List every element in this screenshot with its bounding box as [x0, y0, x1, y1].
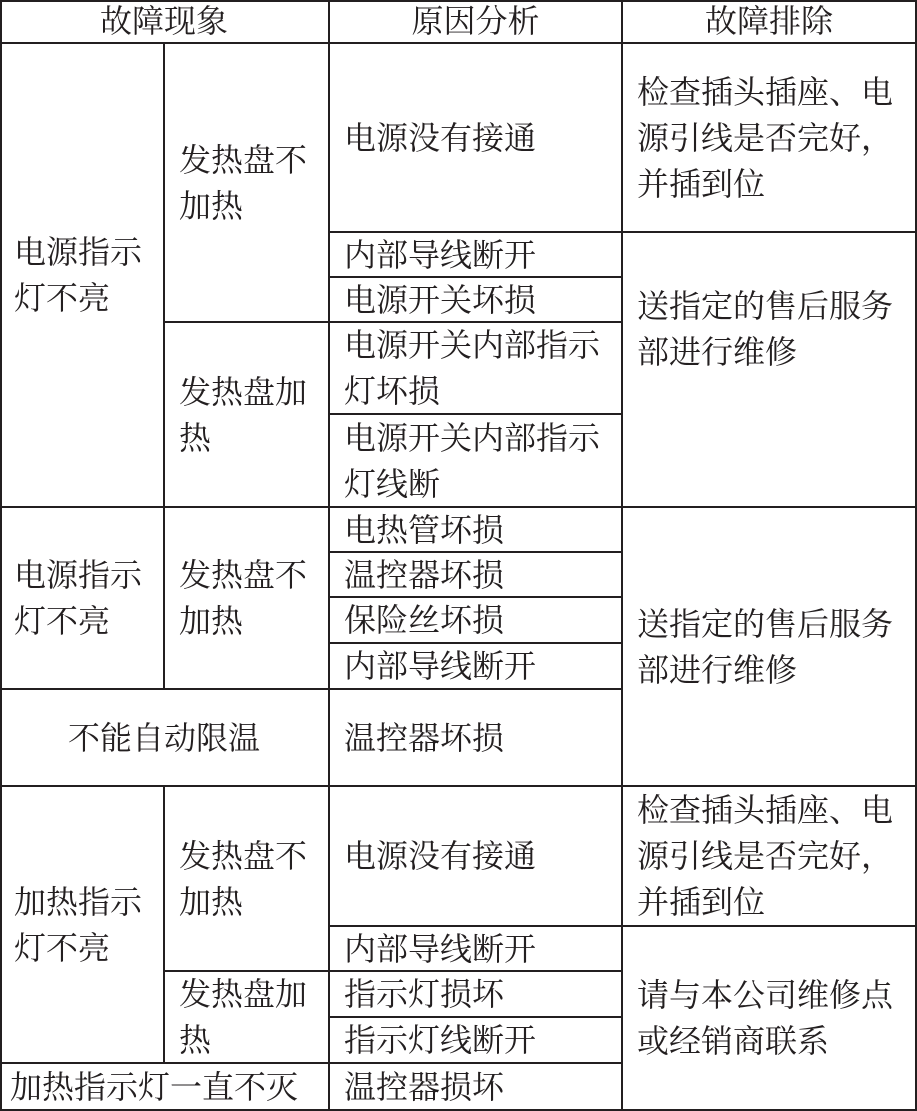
- s4-sub-a: [165, 787, 330, 972]
- s4-sub-b: [165, 972, 330, 1064]
- s4-remedy-2: [623, 927, 917, 1111]
- s2-cause-1: [330, 508, 623, 553]
- s2-remedy-text: 送指定的售后服务部进行维修: [637, 604, 894, 689]
- s4-cause-4: [330, 1018, 623, 1064]
- s2-phenomenon-text: 电源指示灯不亮: [14, 556, 143, 640]
- header-cause: [330, 0, 623, 44]
- s4-cause-1-text: 电源没有接通: [344, 837, 537, 875]
- s1-phenomenon: [0, 44, 165, 508]
- s1-sub-b: [165, 323, 330, 508]
- s5-cause: [330, 1064, 623, 1111]
- s2-cause-4: [330, 644, 623, 690]
- s5-cause-text: 温控器损坏: [344, 1067, 505, 1106]
- s1-phenomenon-text: 电源指示灯不亮: [14, 233, 143, 317]
- s2-remedy: [623, 508, 917, 787]
- s1-cause-2: [330, 233, 623, 278]
- s4-cause-4-text: 指示灯线断开: [344, 1021, 537, 1059]
- s2-cause-2-text: 温控器坏损: [344, 555, 505, 594]
- header-phenomenon: [0, 0, 330, 44]
- header-remedy: [623, 0, 917, 44]
- s2-sub-a-text: 发热盘不加热: [179, 556, 308, 640]
- s1-remedy-1-text: 检查插头插座、电源引线是否完好，并插到位: [637, 72, 894, 203]
- s4-cause-3-text: 指示灯损坏: [344, 975, 505, 1013]
- s3-cause-text: 温控器坏损: [344, 718, 505, 757]
- s1-remedy-1: [623, 44, 917, 233]
- s1-remedy-2: [623, 233, 917, 508]
- s4-sub-b-text: 发热盘加热: [179, 975, 308, 1059]
- s4-phenomenon: [0, 787, 165, 1064]
- header-cause-text: 原因分析: [411, 2, 540, 40]
- s4-remedy-1-text: 检查插头插座、电源引线是否完好，并插到位: [637, 791, 894, 921]
- s1-cause-5-text: 电源开关内部指示灯线断: [344, 418, 601, 503]
- header-phenomenon-text: 故障现象: [99, 2, 228, 40]
- s1-cause-3-text: 电源开关坏损: [344, 280, 537, 319]
- s1-sub-b-text: 发热盘加热: [179, 372, 308, 457]
- s1-cause-5: [330, 415, 623, 508]
- s1-sub-a: [165, 44, 330, 323]
- s3-phenomenon: [0, 690, 330, 787]
- s4-cause-3: [330, 972, 623, 1018]
- s1-cause-4: [330, 323, 623, 415]
- s4-sub-a-text: 发热盘不加热: [179, 836, 308, 921]
- s2-cause-1-text: 电热管坏损: [344, 510, 505, 549]
- s1-sub-a-text: 发热盘不加热: [179, 140, 308, 225]
- s2-cause-4-text: 内部导线断开: [344, 647, 537, 685]
- s2-sub-a: [165, 508, 330, 690]
- s3-cause: [330, 690, 623, 787]
- s2-cause-2: [330, 553, 623, 598]
- s5-phenomenon-text: 加热指示灯一直不灭: [10, 1067, 299, 1106]
- s2-phenomenon: [0, 508, 165, 690]
- header-remedy-text: 故障排除: [704, 2, 833, 40]
- s1-cause-1: [330, 44, 623, 233]
- s4-remedy-2-text: 请与本公司维修点或经销商联系: [637, 976, 894, 1060]
- s1-cause-3: [330, 278, 623, 323]
- s1-remedy-2-text: 送指定的售后服务部进行维修: [637, 287, 894, 371]
- s2-cause-3-text: 保险丝坏损: [344, 601, 505, 639]
- s2-cause-3: [330, 598, 623, 644]
- s4-cause-2-text: 内部导线断开: [344, 929, 537, 968]
- s4-remedy-1: [623, 787, 917, 927]
- s3-phenomenon-text: 不能自动限温: [67, 718, 260, 757]
- s4-cause-2: [330, 927, 623, 972]
- s4-cause-1: [330, 787, 623, 927]
- s1-cause-2-text: 内部导线断开: [344, 235, 537, 274]
- s5-phenomenon: [0, 1064, 330, 1111]
- s1-cause-4-text: 电源开关内部指示灯坏损: [344, 326, 601, 410]
- s1-cause-1-text: 电源没有接通: [344, 118, 537, 157]
- s4-phenomenon-text: 加热指示灯不亮: [14, 882, 143, 967]
